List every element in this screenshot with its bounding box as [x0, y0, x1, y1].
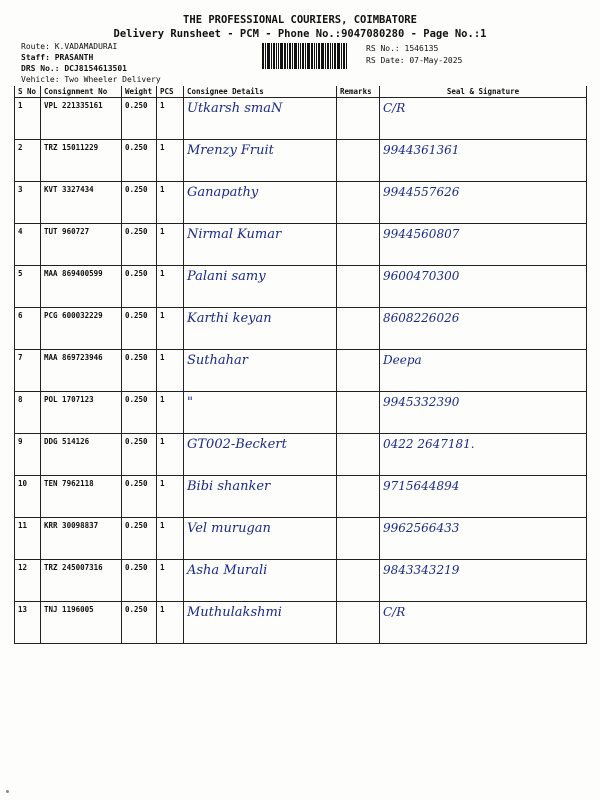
table-row	[15, 140, 587, 182]
row-pcs: 1	[157, 98, 184, 140]
row-sno: 2	[15, 140, 41, 182]
rs-no-value: 1546135	[404, 44, 439, 53]
row-consignment: TRZ 245007316	[41, 560, 122, 602]
runsheet-subtitle: Delivery Runsheet - PCM - Phone No.:9047080280 - Page No.:1	[113, 28, 487, 40]
table-row	[15, 518, 587, 560]
table-row	[15, 560, 587, 602]
rs-date-line	[366, 55, 462, 66]
table-row	[15, 98, 587, 140]
row-pcs: 1	[157, 392, 184, 434]
row-signature: 0422 2647181.	[380, 434, 587, 476]
row-signature: 9945332390	[380, 392, 587, 434]
row-signature: 9944560807	[380, 224, 587, 266]
row-pcs: 1	[157, 518, 184, 560]
row-consignee: "	[184, 392, 337, 434]
row-signature: 9843343219	[380, 560, 587, 602]
row-weight: 0.250	[122, 140, 157, 182]
table-row	[15, 266, 587, 308]
row-pcs: 1	[157, 140, 184, 182]
row-weight: 0.250	[122, 308, 157, 350]
row-weight: 0.250	[122, 98, 157, 140]
drs-line	[21, 63, 127, 74]
route-label: Route:	[21, 42, 50, 51]
row-remarks	[337, 98, 380, 140]
row-consignee: Palani samy	[184, 266, 337, 308]
row-consignee: Vel murugan	[184, 518, 337, 560]
row-remarks	[337, 476, 380, 518]
row-sno: 12	[15, 560, 41, 602]
staff-label: Staff:	[21, 53, 50, 62]
row-weight: 0.250	[122, 182, 157, 224]
row-pcs: 1	[157, 476, 184, 518]
row-remarks	[337, 518, 380, 560]
row-sno: 1	[15, 98, 41, 140]
vehicle-value: Two Wheeler Delivery	[64, 75, 161, 84]
row-sno: 11	[15, 518, 41, 560]
row-weight: 0.250	[122, 476, 157, 518]
row-consignment: KVT 3327434	[41, 182, 122, 224]
table-row	[15, 224, 587, 266]
row-weight: 0.250	[122, 602, 157, 644]
row-pcs: 1	[157, 182, 184, 224]
table-row	[15, 182, 587, 224]
row-weight: 0.250	[122, 392, 157, 434]
row-consignment: POL 1707123	[41, 392, 122, 434]
table-row	[15, 476, 587, 518]
row-consignee: GT002-Beckert	[184, 434, 337, 476]
row-sno: 13	[15, 602, 41, 644]
row-pcs: 1	[157, 224, 184, 266]
row-sno: 5	[15, 266, 41, 308]
route-value: K.VADAMADURAI	[54, 42, 118, 51]
row-weight: 0.250	[122, 434, 157, 476]
row-weight: 0.250	[122, 350, 157, 392]
staff-value: PRASANTH	[54, 53, 94, 62]
row-signature: 9600470300	[380, 266, 587, 308]
row-consignment: PCG 600032229	[41, 308, 122, 350]
row-consignee: Utkarsh smaN	[184, 98, 337, 140]
row-consignment: VPL 221335161	[41, 98, 122, 140]
staff-line	[21, 52, 93, 63]
rs-no-label: RS No.:	[366, 44, 400, 53]
row-sno: 3	[15, 182, 41, 224]
row-sno: 10	[15, 476, 41, 518]
table-header-row	[15, 86, 587, 98]
row-sno: 8	[15, 392, 41, 434]
table-row	[15, 392, 587, 434]
row-remarks	[337, 140, 380, 182]
row-remarks	[337, 308, 380, 350]
row-consignment: MAA 869400599	[41, 266, 122, 308]
col-remarks: Remarks	[337, 86, 380, 98]
vehicle-label: Vehicle:	[21, 75, 60, 84]
row-weight: 0.250	[122, 518, 157, 560]
barcode-image	[262, 43, 362, 69]
row-pcs: 1	[157, 266, 184, 308]
rs-date-label: RS Date:	[366, 56, 405, 65]
rs-no-line	[366, 43, 438, 54]
col-weight: Weight	[122, 86, 157, 98]
table-row	[15, 308, 587, 350]
row-consignee: Mrenzy Fruit	[184, 140, 337, 182]
row-signature: 9715644894	[380, 476, 587, 518]
row-consignment: TNJ 1196005	[41, 602, 122, 644]
vehicle-line	[21, 74, 161, 85]
col-signature: Seal & Signature	[380, 86, 587, 98]
table-row	[15, 434, 587, 476]
paper-speck	[6, 790, 9, 793]
table-row	[15, 350, 587, 392]
row-consignment: MAA 869723946	[41, 350, 122, 392]
row-consignment: TRZ 15011229	[41, 140, 122, 182]
row-signature: 9962566433	[380, 518, 587, 560]
row-consignee: Suthahar	[184, 350, 337, 392]
col-pcs: PCS	[157, 86, 184, 98]
row-consignee: Nirmal Kumar	[184, 224, 337, 266]
row-consignment: KRR 30098837	[41, 518, 122, 560]
row-consignee: Asha Murali	[184, 560, 337, 602]
row-signature: C/R	[380, 602, 587, 644]
row-sno: 4	[15, 224, 41, 266]
row-signature: 9944361361	[380, 140, 587, 182]
rs-date-value: 07-May-2025	[409, 56, 463, 65]
row-remarks	[337, 392, 380, 434]
row-remarks	[337, 224, 380, 266]
row-pcs: 1	[157, 560, 184, 602]
row-weight: 0.250	[122, 224, 157, 266]
row-signature: Deepa	[380, 350, 587, 392]
col-sno: S No	[15, 86, 41, 98]
row-pcs: 1	[157, 602, 184, 644]
row-consignee: Bibi shanker	[184, 476, 337, 518]
col-consignee: Consignee Details	[184, 86, 337, 98]
runsheet-table	[14, 86, 587, 644]
row-consignee: Muthulakshmi	[184, 602, 337, 644]
row-signature: 8608226026	[380, 308, 587, 350]
row-signature: 9944557626	[380, 182, 587, 224]
drs-label: DRS No.:	[21, 64, 60, 73]
row-sno: 9	[15, 434, 41, 476]
row-pcs: 1	[157, 434, 184, 476]
row-sno: 6	[15, 308, 41, 350]
row-sno: 7	[15, 350, 41, 392]
route-line	[21, 41, 117, 52]
row-weight: 0.250	[122, 266, 157, 308]
table-row	[15, 602, 587, 644]
company-title: THE PROFESSIONAL COURIERS, COIMBATORE	[183, 14, 417, 26]
row-consignee: Karthi keyan	[184, 308, 337, 350]
row-remarks	[337, 434, 380, 476]
row-consignment: TUT 960727	[41, 224, 122, 266]
row-consignee: Ganapathy	[184, 182, 337, 224]
col-consignment: Consignment No	[41, 86, 122, 98]
row-remarks	[337, 266, 380, 308]
row-remarks	[337, 560, 380, 602]
row-remarks	[337, 182, 380, 224]
row-pcs: 1	[157, 350, 184, 392]
drs-value: DCJ8154613501	[64, 64, 127, 73]
row-remarks	[337, 350, 380, 392]
row-weight: 0.250	[122, 560, 157, 602]
row-consignment: DDG 514126	[41, 434, 122, 476]
row-pcs: 1	[157, 308, 184, 350]
row-signature: C/R	[380, 98, 587, 140]
row-consignment: TEN 7962118	[41, 476, 122, 518]
row-remarks	[337, 602, 380, 644]
